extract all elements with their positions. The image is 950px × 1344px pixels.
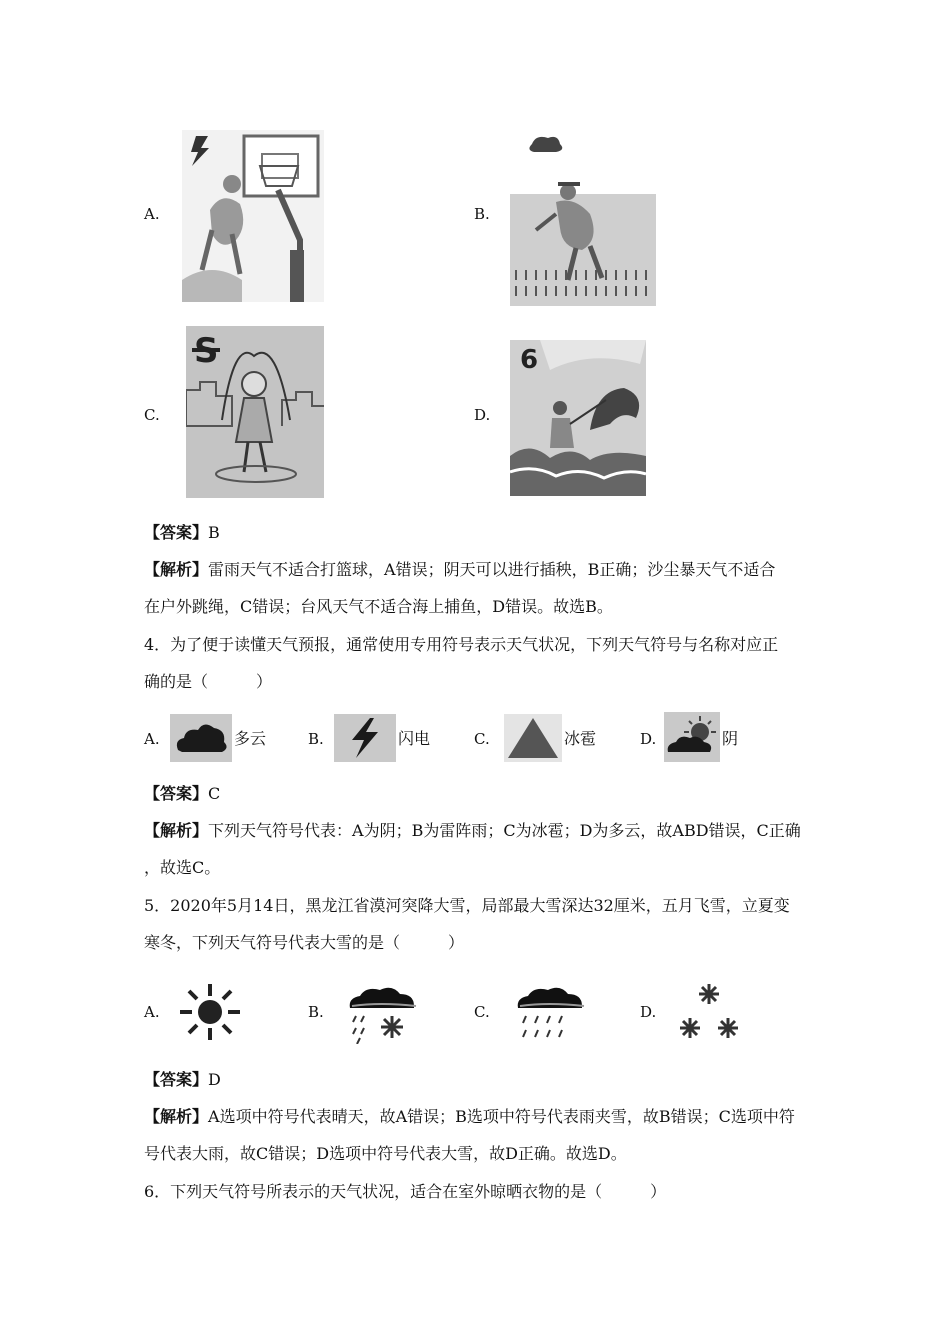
svg-text:S: S (194, 331, 219, 371)
q4-analysis-line-2: ，故选C。 (144, 858, 221, 877)
sleet-icon (340, 982, 424, 1044)
q4-option-a-name: 多云 (234, 729, 267, 748)
q4-analysis-line-1: 【解析】下列天气符号代表：A为阴；B为雷阵雨；C为冰雹；D为多云，故ABD错误，C正确 (144, 821, 801, 840)
answer-value: B (208, 523, 220, 542)
q3-answer (144, 522, 220, 544)
analysis-tag: 【解析】 (144, 560, 209, 579)
q3-option-c-label: C. (144, 406, 160, 424)
q5-stem-line-2: 寒冬，下列天气符号代表大雪的是（ ） (144, 933, 465, 952)
sandstorm-rope-skipping-picture (186, 326, 324, 498)
q3-analysis-line-2: 在户外跳绳，C错误；台风天气不适合海上捕鱼，D错误。故选B。 (144, 597, 613, 616)
q4-option-c-name: 冰雹 (564, 729, 597, 748)
cloudy-rice-planting-picture (510, 130, 656, 306)
answer-tag: 【答案】 (144, 523, 209, 542)
analysis-tag: 【解析】 (144, 1107, 209, 1126)
q5-option-c-label: C. (474, 1003, 490, 1021)
sun-icon (176, 980, 244, 1044)
heavy-snow-icon (672, 980, 746, 1046)
q6-stem-line-1: 6．下列天气符号所表示的天气状况，适合在室外晾晒衣物的是（ ） (144, 1182, 667, 1201)
q5-stem-line-1: 5．2020年5月14日，黑龙江省漠河突降大雪，局部最大雪深达32厘米，五月飞雪，立夏变 (144, 896, 790, 915)
q4-stem-line-1: 4．为了便于读懂天气预报，通常使用专用符号表示天气状况，下列天气符号与名称对应正 (144, 635, 779, 654)
lightning-icon (334, 714, 396, 762)
q5-analysis-line-1: 【解析】A选项中符号代表晴天，故A错误；B选项中符号代表雨夹雪，故B错误；C选项中符 (144, 1107, 795, 1126)
q3-option-b-label: B. (474, 205, 490, 223)
q3-option-d-label: D. (474, 406, 491, 424)
analysis-tag: 【解析】 (144, 821, 209, 840)
q4-option-d-label: D. (640, 730, 657, 748)
answer-tag: 【答案】 (144, 784, 209, 803)
sun-cloud-icon (664, 712, 720, 762)
typhoon-fishing-picture (510, 340, 646, 496)
q4-stem-line-2: 确的是（ ） (144, 672, 273, 691)
thunderstorm-basketball-picture (182, 130, 324, 302)
q5-option-a-label: A. (144, 1003, 160, 1021)
q5-option-d-label: D. (640, 1003, 657, 1021)
q4-option-a-label: A. (144, 730, 160, 748)
q5-answer (144, 1069, 221, 1091)
answer-tag: 【答案】 (144, 1070, 209, 1089)
q4-answer (144, 783, 220, 805)
answer-value: D (208, 1070, 221, 1089)
heavy-rain-icon (508, 982, 592, 1044)
q3-analysis-line-1: 【解析】雷雨天气不适合打篮球，A错误；阴天可以进行插秧，B正确；沙尘暴天气不适合 (144, 560, 776, 579)
cloud-icon (170, 714, 232, 762)
q5-option-b-label: B. (308, 1003, 324, 1021)
q3-option-a-label: A. (144, 205, 160, 223)
answer-value: C (208, 784, 221, 803)
q4-option-d-name: 阴 (722, 729, 739, 748)
q4-option-b-label: B. (308, 730, 324, 748)
triangle-hail-icon (504, 714, 562, 762)
q4-option-b-name: 闪电 (398, 729, 431, 748)
q5-analysis-line-2: 号代表大雨，故C错误；D选项中符号代表大雪，故D正确。故选D。 (144, 1144, 627, 1163)
q4-option-c-label: C. (474, 730, 490, 748)
svg-text:6: 6 (520, 345, 539, 375)
